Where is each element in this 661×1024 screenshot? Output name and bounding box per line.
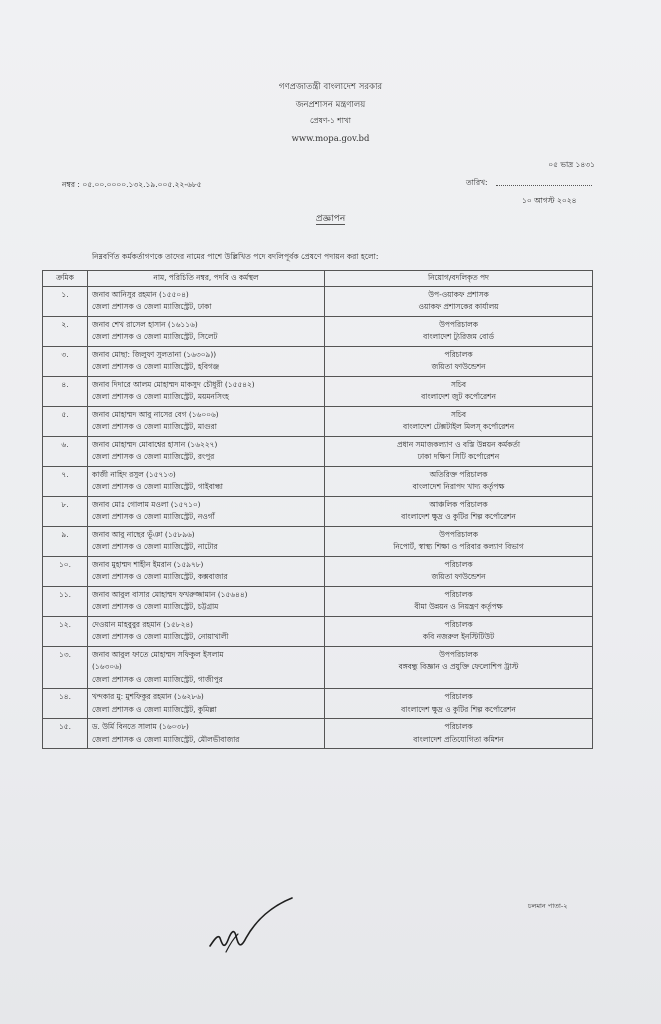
date-english: ১০ আগস্ট ২০২৪ — [522, 196, 577, 205]
table-row — [43, 286, 593, 316]
new-post: সচিব — [450, 409, 467, 419]
serial-cell: ১৫. — [43, 719, 88, 749]
table-header-row — [43, 271, 593, 287]
continued-label: চলমান পাতা-২ — [528, 902, 568, 910]
new-post: পরিচালক — [444, 349, 473, 359]
govt-name: গণপ্রজাতন্ত্রী বাংলাদেশ সরকার — [278, 82, 383, 92]
table-row — [43, 586, 593, 616]
post-cell — [325, 646, 593, 689]
serial-cell: ৬. — [43, 436, 88, 466]
new-org: বাংলাদেশ নিরাপদ খাদ্য কর্তৃপক্ষ — [412, 482, 505, 491]
page-title: প্রজ্ঞাপন — [315, 214, 346, 224]
post-cell — [325, 346, 593, 376]
officer-name: জনাব মোছা: জিলুফা সুলতানা (১৬৩০৯)) — [92, 349, 217, 359]
name-cell — [88, 286, 325, 316]
new-org: ঢাকা দক্ষিণ সিটি কর্পোরেশন — [417, 452, 500, 461]
new-org: কবি নজরুল ইনস্টিটিউট — [422, 632, 495, 641]
new-org: জয়িতা ফাউন্ডেশন — [431, 572, 486, 581]
officer-office: জেলা প্রশাসক ও জেলা ম্যাজিস্ট্রেট, নওগাঁ — [92, 512, 215, 521]
post-cell — [325, 586, 593, 616]
serial-cell: ১২. — [43, 616, 88, 646]
officer-office: জেলা প্রশাসক ও জেলা ম্যাজিস্ট্রেট, রংপুর — [92, 452, 215, 461]
table-row — [43, 556, 593, 586]
officer-name: দেওয়ান মাহবুবুর রহমান (১৫৮২৪) — [92, 619, 194, 629]
name-cell — [88, 406, 325, 436]
new-org: বীমা উন্নয়ন ও নিয়ন্ত্রণ কর্তৃপক্ষ — [414, 602, 503, 611]
name-cell — [88, 616, 325, 646]
table-row — [43, 376, 593, 406]
header-serial: ক্রমিক — [43, 271, 88, 287]
officer-office: জেলা প্রশাসক ও জেলা ম্যাজিস্ট্রেট, হবিগঞ্জ — [92, 362, 220, 371]
post-cell — [325, 496, 593, 526]
name-cell — [88, 689, 325, 719]
officer-office: জেলা প্রশাসক ও জেলা ম্যাজিস্ট্রেট, কক্সবাজার — [92, 572, 228, 581]
post-cell — [325, 286, 593, 316]
table-row — [43, 496, 593, 526]
officer-name: জনাব শেখ রাসেল হাসান (১৬১১৬) — [92, 319, 198, 329]
name-cell — [88, 496, 325, 526]
new-post: উপপরিচালক — [439, 529, 478, 539]
new-post: আঞ্চলিক পরিচালক — [429, 499, 488, 509]
name-cell — [88, 376, 325, 406]
officer-name: জনাব মোহাম্মদ মোবাশ্বের হাসান (১৬২২৭) — [92, 439, 218, 449]
new-org: বাংলাদেশ জুট কর্পোরেশন — [421, 392, 496, 401]
officer-name: জনাব মুহাম্মদ শাহীন ইমরান (১৫৯৭৮) — [92, 559, 204, 569]
table-row — [43, 346, 593, 376]
table-row — [43, 689, 593, 719]
serial-cell: ৪. — [43, 376, 88, 406]
new-post: পরিচালক — [444, 559, 473, 569]
posting-table — [42, 270, 593, 749]
officer-name: জনাব দিদারে আলম মোহাম্মদ মাকসুদ চৌধুরী (১৫৫৪২) — [92, 379, 255, 389]
serial-cell: ৯. — [43, 526, 88, 556]
new-post: উপপরিচালক — [439, 319, 478, 329]
officer-office: জেলা প্রশাসক ও জেলা ম্যাজিস্ট্রেট, গাজীপুর — [92, 674, 223, 684]
officer-office: জেলা প্রশাসক ও জেলা ম্যাজিস্ট্রেট, চট্টগ্রাম — [92, 602, 219, 611]
officer-office: জেলা প্রশাসক ও জেলা ম্যাজিস্ট্রেট, সিলেট — [92, 332, 218, 341]
table-row — [43, 526, 593, 556]
table-row — [43, 436, 593, 466]
header-post: নিয়োগ/বদলিকৃত পদ — [325, 271, 593, 287]
name-cell — [88, 586, 325, 616]
name-cell — [88, 646, 325, 689]
memo-number: নম্বর : ০৫.০০.০০০০.১৩২.১৯.০০৫.২২-৬৮৫ — [62, 180, 202, 189]
serial-cell: ২. — [43, 316, 88, 346]
handwritten-signature-icon — [204, 894, 296, 958]
new-org: নিপোর্ট, স্বাস্থ্য শিক্ষা ও পরিবার কল্যাণ বিভাগ — [393, 542, 524, 551]
post-cell — [325, 406, 593, 436]
date-label: তারিখ: — [466, 178, 488, 187]
new-org: বাংলাদেশ ক্ষুদ্র ও কুটির শিল্প কর্পোরেশন — [401, 704, 516, 714]
new-org: বাংলাদেশ প্রতিযোগিতা কমিশন — [413, 734, 504, 744]
table-row — [43, 316, 593, 346]
name-cell — [88, 719, 325, 749]
officer-name: জনাব মোঃ গোলাম মওলা (১৫৭১০) — [92, 499, 201, 509]
post-cell — [325, 616, 593, 646]
new-org: বাংলাদেশ ক্ষুদ্র ও কুটির শিল্প কর্পোরেশন — [401, 512, 516, 521]
post-cell — [325, 556, 593, 586]
table-row — [43, 719, 593, 749]
new-post: পরিচালক — [444, 589, 473, 599]
officer-office: জেলা প্রশাসক ও জেলা ম্যাজিস্ট্রেট, নোয়াখালী — [92, 632, 229, 641]
officer-office: জেলা প্রশাসক ও জেলা ম্যাজিস্ট্রেট, গাইবান্ধা — [92, 482, 223, 491]
ministry-name: জনপ্রশাসন মন্ত্রণালয় — [295, 100, 366, 110]
name-cell — [88, 346, 325, 376]
name-cell — [88, 556, 325, 586]
officer-name: খন্দকার মু: মুশফিকুর রহমান (১৬২৮৬) — [92, 692, 204, 701]
post-cell — [325, 466, 593, 496]
officer-name: জনাব আবুল বাসার মোহাম্মদ ফখরুজ্জামান (১৫৬৪৪) — [92, 589, 248, 599]
post-cell — [325, 316, 593, 346]
officer-name: জনাব আবুল ফাতে মোহাম্মদ সফিকুল ইসলাম — [92, 649, 224, 659]
name-cell — [88, 466, 325, 496]
officer-office: জেলা প্রশাসক ও জেলা ম্যাজিস্ট্রেট, মাগুরা — [92, 422, 217, 431]
officer-office: জেলা প্রশাসক ও জেলা ম্যাজিস্ট্রেট, ময়মনসিংহ — [92, 392, 229, 401]
header-name: নাম, পরিচিতি নম্বর, পদবি ও কর্মস্থল — [88, 271, 325, 287]
website-link[interactable]: www.mopa.gov.bd — [291, 134, 370, 144]
serial-cell: ১৪. — [43, 689, 88, 719]
officer-name: ড. উর্মি বিনতে সালাম (১৬০৩৮) — [92, 722, 189, 731]
date-dotted-line — [496, 185, 592, 186]
new-post: উপপরিচালক — [439, 649, 478, 659]
new-post: অতিরিক্ত পরিচালক — [429, 469, 488, 479]
table-row — [43, 406, 593, 436]
serial-cell: ১৩. — [43, 646, 88, 689]
post-cell — [325, 689, 593, 719]
date-bangla: ০৫ ভাদ্র ১৪৩১ — [548, 160, 595, 169]
new-org: বাংলাদেশ টেক্সটাইল মিলস্ কর্পোরেশন — [402, 422, 515, 431]
name-cell — [88, 526, 325, 556]
intro-text: নিম্নবর্ণিত কর্মকর্তাগণকে তাদের নামের পাশে উল্লিখিত পদে বদলিপূর্বক প্রেষণে পদায়ন করা হলো: — [92, 252, 379, 261]
new-post: পরিচালক — [444, 692, 473, 701]
post-cell — [325, 376, 593, 406]
serial-cell: ১. — [43, 286, 88, 316]
new-org: বাংলাদেশ ট্যুরিজম বোর্ড — [423, 332, 494, 341]
officer-name: জনাব আনিসুর রহমান (১৫৫০৪) — [92, 289, 189, 299]
new-org: জয়িতা ফাউন্ডেশন — [431, 362, 486, 371]
new-post: পরিচালক — [444, 722, 473, 731]
officer-office: জেলা প্রশাসক ও জেলা ম্যাজিস্ট্রেট, মৌলভীবাজার — [92, 734, 240, 744]
section-name: প্রেষণ-১ শাখা — [310, 116, 351, 125]
table-row — [43, 646, 593, 689]
officer-name: জনাব মোহাম্মদ আবু নাসের বেগ (১৬০০৬) — [92, 409, 219, 419]
post-cell — [325, 526, 593, 556]
serial-cell: ৭. — [43, 466, 88, 496]
new-org: বঙ্গবন্ধু বিজ্ঞান ও প্রযুক্তি ফেলোশিপ ট্রাস্ট — [398, 662, 519, 671]
serial-cell: ৩. — [43, 346, 88, 376]
officer-name: জনাব আবু নাছের ভূঁঞা (১৫৮৯৬) — [92, 529, 195, 539]
serial-cell: ১১. — [43, 586, 88, 616]
new-post: উপ-ওয়াকফ প্রশাসক — [428, 289, 489, 299]
post-cell — [325, 436, 593, 466]
new-post: পরিচালক — [444, 619, 473, 629]
table-row — [43, 466, 593, 496]
name-cell — [88, 436, 325, 466]
new-post: প্রধান সমাজকল্যাণ ও বস্তি উন্নয়ন কর্মকর্তা — [397, 439, 520, 449]
officer-name: কাজী নাহিদ রসুল (১৫৭১৩) — [92, 469, 176, 479]
officer-id: (১৬৩০৬) — [92, 662, 122, 671]
post-cell — [325, 719, 593, 749]
serial-cell: ৫. — [43, 406, 88, 436]
name-cell — [88, 316, 325, 346]
table-row — [43, 616, 593, 646]
new-org: ওয়াকফ প্রশাসকের কার্যালয় — [418, 302, 499, 311]
new-post: সচিব — [450, 379, 467, 389]
serial-cell: ১০. — [43, 556, 88, 586]
officer-office: জেলা প্রশাসক ও জেলা ম্যাজিস্ট্রেট, কুমিল্লা — [92, 704, 217, 714]
serial-cell: ৮. — [43, 496, 88, 526]
officer-office: জেলা প্রশাসক ও জেলা ম্যাজিস্ট্রেট, নাটোর — [92, 542, 218, 551]
officer-office: জেলা প্রশাসক ও জেলা ম্যাজিস্ট্রেট, ঢাকা — [92, 302, 212, 311]
